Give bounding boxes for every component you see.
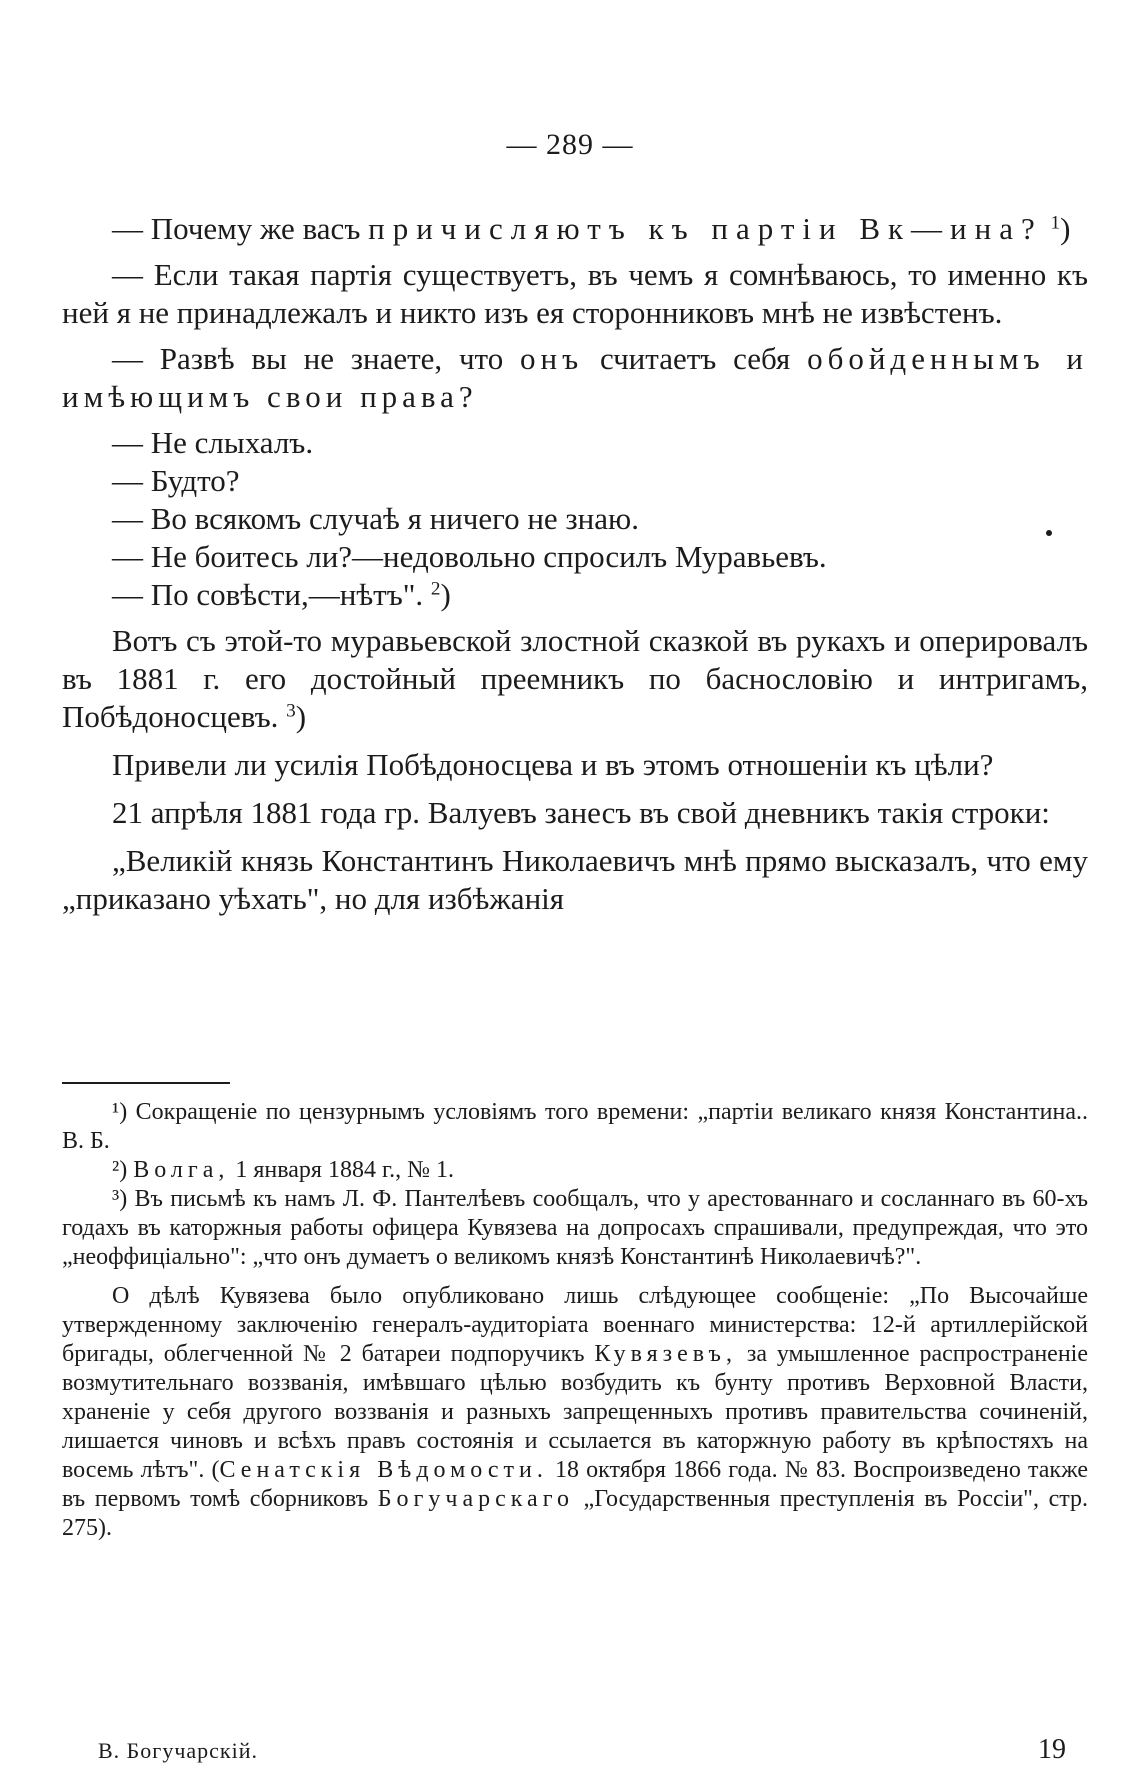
text-run: Вотъ съ этой-то муравьевской злостной сказкой въ рукахъ и оперировалъ въ 1881 г. его достойный преемникъ по баснословію и интригамъ, Побѣдоносцевъ. xyxy=(62,623,1088,734)
footnote-divider xyxy=(62,1082,230,1084)
footnotes xyxy=(62,1098,1088,1543)
paragraph: „Великій князь Константинъ Николаевичъ мнѣ прямо высказалъ, что ему „приказано уѣхать", но для избѣжанія xyxy=(62,843,1088,916)
text-run: 18 октября 1866 года. № 83. Воспроизведено также въ первомъ томѣ сборниковъ xyxy=(62,1457,1088,1512)
footnote-ref: 1 xyxy=(1050,212,1061,234)
paragraph: 21 апрѣля 1881 года гр. Валуевъ занесъ въ свой дневникъ такія строки: xyxy=(112,795,1050,830)
text-run: ? xyxy=(458,379,473,414)
dialogue-line: — Будто? xyxy=(112,463,240,498)
footnote-1 xyxy=(62,1098,1088,1156)
footnote-text: Въ письмѣ къ намъ Л. Ф. Пантелѣевъ сообщалъ, что у арестованнаго и сосланнаго въ 60-хъ годахъ въ каторжныя работы офицера Кувязева на допросахъ спрашивали, предупреждая, что это „неоффиціально": „что онъ думаетъ о великомъ князѣ Константинѣ Николаевичѣ?". xyxy=(62,1186,1089,1270)
text-run: считаетъ себя xyxy=(583,341,808,376)
footnote-ref: 2 xyxy=(430,578,441,600)
text-run xyxy=(1043,211,1051,246)
page-number: — 289 — xyxy=(506,128,634,161)
text-run: ) xyxy=(440,577,451,612)
spaced-text: причисляютъ къ партіи Вк—ина? xyxy=(368,211,1043,246)
footnote-ref: 3 xyxy=(286,700,296,722)
footnote-3 xyxy=(62,1185,1088,1272)
text-run: за умышленное распространеніе возмутительнаго воззванія, имѣвшаго цѣлью возбудить къ бунту противъ Верховной Власти, храненіе у себя другого воззванія и разныхъ запрещенныхъ противъ правительства сочиненій, лишается чиновъ и всѣхъ правъ состоянія и ссылается въ каторжную работу въ крѣпостяхъ на восемь лѣтъ". ( xyxy=(62,1341,1088,1483)
footnote-3-continuation xyxy=(62,1282,1088,1543)
page-footer xyxy=(98,1734,1066,1768)
text-run: О дѣлѣ Кувязева было опубликовано лишь слѣдующее сообщеніе: „По Высочайше утвержденному заключенію генералъ-аудиторіата военнаго министерства: 12-й артиллерійской бригады, облегченной № 2 батареи подпоручикъ xyxy=(62,1283,1088,1367)
dialogue-line: — Если такая партія существуетъ, въ чемъ я сомнѣваюсь, то именно къ ней я не принадлежалъ и никто изъ ея сторонниковъ мнѣ не извѣстенъ. xyxy=(62,257,1088,330)
footnote-2 xyxy=(62,1156,1088,1185)
footer-author: В. Богучарскій. xyxy=(98,1738,258,1763)
text-run: — Развѣ вы не знаете, что xyxy=(112,341,521,376)
dialogue-line xyxy=(62,210,1088,248)
spaced-text: Волга, xyxy=(133,1157,230,1183)
spaced-text: Кувязевъ, xyxy=(594,1341,737,1367)
spaced-text: Богучарскаго xyxy=(377,1486,574,1512)
text-run: ) xyxy=(295,699,307,734)
spaced-text: онъ xyxy=(520,341,584,376)
ink-dot xyxy=(1046,530,1052,536)
footnote-text: 1 января 1884 г., № 1. xyxy=(229,1157,454,1183)
dialogue-line xyxy=(62,340,1088,416)
paragraph: Привели ли усилія Побѣдоносцева и въ этомъ отношеніи къ цѣли? xyxy=(112,747,994,782)
footnote-mark: ¹) xyxy=(112,1099,128,1125)
dialogue-line: — Во всякомъ случаѣ я ничего не знаю. xyxy=(112,501,639,536)
main-text xyxy=(62,210,1088,928)
signature-mark: 19 xyxy=(1038,1734,1066,1765)
footnote-mark: ³) xyxy=(112,1186,128,1212)
text-run: ) xyxy=(1060,211,1071,246)
text-run: — Почему же васъ xyxy=(112,211,369,246)
spaced-text: Сенатскія Вѣдомости. xyxy=(219,1457,548,1483)
dialogue-line: — Не боитесь ли?—недовольно спросилъ Муравьевъ. xyxy=(112,539,827,574)
paragraph xyxy=(62,622,1088,736)
footnote-text: Сокращеніе по цензурнымъ условіямъ того времени: „партіи великаго князя Константина.. В. Б. xyxy=(62,1099,1089,1154)
text-run: — По совѣсти,—нѣтъ". xyxy=(112,577,431,612)
dialogue-line xyxy=(62,576,1088,614)
footnote-mark: ²) xyxy=(112,1157,128,1183)
spaced-text: обойденнымъ и имѣющимъ свои права xyxy=(62,341,1089,414)
text-run: „Государственныя преступленія въ Россіи", стр. 275). xyxy=(62,1486,1089,1541)
dialogue-line: — Не слыхалъ. xyxy=(112,425,314,460)
